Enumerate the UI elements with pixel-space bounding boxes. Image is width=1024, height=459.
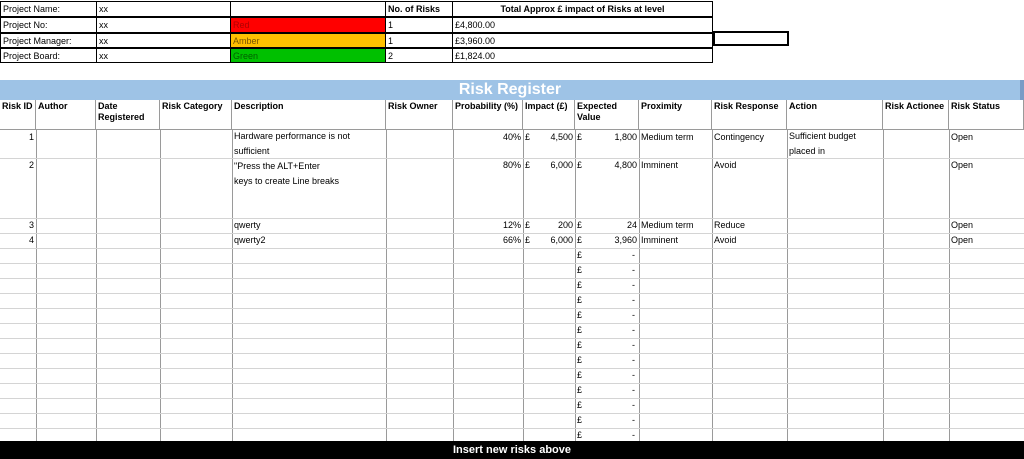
col-risk-id[interactable]: Risk ID — [0, 100, 36, 130]
cell-description[interactable]: Hardware performance is not sufficient — [234, 131, 351, 156]
cell-ev-currency: £ — [577, 310, 583, 320]
cell-probability[interactable]: 80% — [502, 160, 521, 170]
value-project-name[interactable]: xx — [96, 1, 231, 17]
cell-ev-currency: £ — [577, 340, 583, 350]
register-title: Risk Register — [0, 80, 1024, 100]
cell-ev-currency: £ — [577, 355, 583, 365]
cell-expected-value[interactable]: - — [632, 400, 635, 410]
cell-expected-value[interactable]: - — [632, 295, 635, 305]
col-action[interactable]: Action — [787, 100, 883, 130]
cell-risk-response[interactable]: Avoid — [714, 235, 737, 245]
cell-impact[interactable]: 4,500 — [550, 132, 573, 142]
cell-ev-currency: £ — [577, 400, 583, 410]
cell-ev-currency: £ — [577, 160, 583, 170]
cell-impact-currency: £ — [525, 235, 531, 245]
col-probability[interactable]: Probability (%) — [453, 100, 523, 130]
col-risk-category[interactable]: Risk Category — [160, 100, 232, 130]
col-expected-value[interactable]: Expected Value — [575, 100, 639, 130]
label-project-name[interactable]: Project Name: — [0, 1, 97, 17]
cell-expected-value[interactable]: 24 — [626, 220, 637, 230]
total-impact-header[interactable]: Total Approx £ impact of Risks at level — [452, 1, 713, 17]
cell-expected-value[interactable]: - — [632, 280, 635, 290]
cell-ev-currency: £ — [577, 220, 583, 230]
cell-risk-status[interactable]: Open — [951, 160, 974, 170]
cell-proximity[interactable]: Imminent — [641, 235, 679, 245]
cell-ev-currency: £ — [577, 265, 583, 275]
cell-impact-currency: £ — [525, 132, 531, 142]
cell-risk-id[interactable]: 2 — [28, 160, 34, 170]
cell-proximity[interactable]: Medium term — [641, 220, 694, 230]
cell-expected-value[interactable]: - — [632, 355, 635, 365]
cell-ev-currency: £ — [577, 415, 583, 425]
cell-ev-currency: £ — [577, 430, 583, 440]
cell-risk-response[interactable]: Avoid — [714, 160, 737, 170]
rating-red[interactable]: Red — [230, 17, 386, 33]
cell-expected-value[interactable]: - — [632, 310, 635, 320]
cell-ev-currency: £ — [577, 385, 583, 395]
no-of-risks-header[interactable]: No. of Risks — [385, 1, 453, 17]
value-project-manager[interactable]: xx — [96, 33, 231, 48]
cell-expected-value[interactable]: 1,800 — [614, 132, 637, 142]
cell-expected-value[interactable]: 4,800 — [614, 160, 637, 170]
col-impact[interactable]: Impact (£) — [523, 100, 575, 130]
cell-expected-value[interactable]: 3,960 — [614, 235, 637, 245]
label-project-no[interactable]: Project No: — [0, 17, 97, 33]
col-date-registered[interactable]: Date Registered — [96, 100, 160, 130]
cell-expected-value[interactable]: - — [632, 415, 635, 425]
cell-impact[interactable]: 6,000 — [550, 160, 573, 170]
cell-risk-id[interactable]: 4 — [28, 235, 34, 245]
count-green[interactable]: 2 — [385, 48, 453, 63]
cell-risk-response[interactable]: Reduce — [714, 220, 746, 230]
cell-action[interactable]: Sufficient budget placed in — [789, 131, 856, 156]
col-description[interactable]: Description — [232, 100, 386, 130]
impact-red[interactable]: £4,800.00 — [452, 17, 713, 33]
cell-impact-currency: £ — [525, 160, 531, 170]
cell-proximity[interactable]: Imminent — [641, 160, 679, 170]
cell-expected-value[interactable]: - — [632, 325, 635, 335]
cell-ev-currency: £ — [577, 295, 583, 305]
cell-description[interactable]: qwerty2 — [234, 235, 266, 245]
cell-description[interactable]: qwerty — [234, 220, 261, 230]
cell-ev-currency: £ — [577, 325, 583, 335]
cell-probability[interactable]: 40% — [502, 132, 521, 142]
label-project-manager[interactable]: Project Manager: — [0, 33, 97, 48]
cell-risk-id[interactable]: 3 — [28, 220, 34, 230]
label-project-board[interactable]: Project Board: — [0, 48, 97, 63]
rating-amber[interactable]: Amber — [230, 33, 386, 48]
col-risk-response[interactable]: Risk Response — [712, 100, 787, 130]
cell-impact-currency: £ — [525, 220, 531, 230]
cell-expected-value[interactable]: - — [632, 370, 635, 380]
insert-risks-footer: Insert new risks above — [0, 441, 1024, 459]
col-risk-status[interactable]: Risk Status — [949, 100, 1024, 130]
cell-proximity[interactable]: Medium term — [641, 132, 694, 142]
cell-expected-value[interactable]: - — [632, 430, 635, 440]
cell-ev-currency: £ — [577, 235, 583, 245]
cell-ev-currency: £ — [577, 280, 583, 290]
rating-header-blank[interactable] — [230, 1, 386, 17]
col-risk-owner[interactable]: Risk Owner — [386, 100, 453, 130]
value-project-board[interactable]: xx — [96, 48, 231, 63]
impact-green[interactable]: £1,824.00 — [452, 48, 713, 63]
cell-expected-value[interactable]: - — [632, 250, 635, 260]
cell-expected-value[interactable]: - — [632, 385, 635, 395]
cell-risk-response[interactable]: Contingency — [714, 132, 765, 142]
cell-risk-status[interactable]: Open — [951, 220, 974, 230]
cell-ev-currency: £ — [577, 250, 583, 260]
rating-green[interactable]: Green — [230, 48, 386, 63]
cell-expected-value[interactable]: - — [632, 265, 635, 275]
col-proximity[interactable]: Proximity — [639, 100, 712, 130]
count-red[interactable]: 1 — [385, 17, 453, 33]
cell-risk-id[interactable]: 1 — [28, 132, 34, 142]
col-risk-actionee[interactable]: Risk Actionee — [883, 100, 949, 130]
cell-expected-value[interactable]: - — [632, 340, 635, 350]
cell-ev-currency: £ — [577, 132, 583, 142]
count-amber[interactable]: 1 — [385, 33, 453, 48]
cell-description[interactable]: "Press the ALT+Enter keys to create Line breaks — [234, 161, 340, 186]
cell-impact[interactable]: 6,000 — [550, 235, 573, 245]
col-author[interactable]: Author — [36, 100, 96, 130]
cell-probability[interactable]: 66% — [502, 235, 521, 245]
cell-probability[interactable]: 12% — [502, 220, 521, 230]
cell-impact[interactable]: 200 — [557, 220, 573, 230]
cell-risk-status[interactable]: Open — [951, 235, 974, 245]
cell-ev-currency: £ — [577, 370, 583, 380]
cell-risk-status[interactable]: Open — [951, 132, 974, 142]
selected-cell[interactable] — [713, 31, 789, 46]
value-project-no[interactable]: xx — [96, 17, 231, 33]
impact-amber[interactable]: £3,960.00 — [452, 33, 713, 48]
